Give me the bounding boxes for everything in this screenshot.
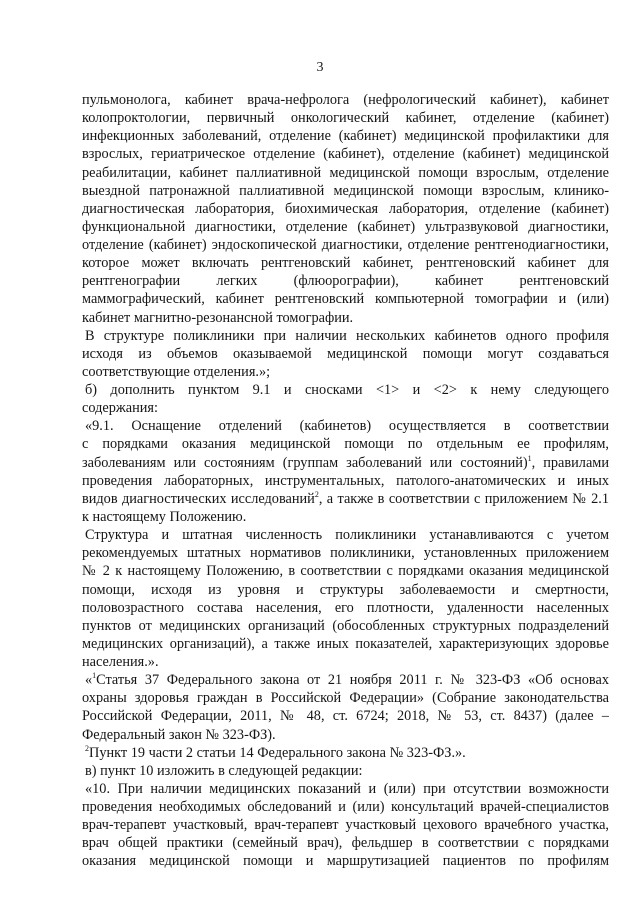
text-line (82, 165, 609, 182)
text-line (82, 799, 609, 816)
text-line (82, 291, 609, 308)
line-text: Федеральный закон № 323-ФЗ). (82, 726, 276, 743)
line-text: содержания: (82, 400, 158, 417)
line-text: рентгенографии легких (флюорографии), кабинет рентгеновский (82, 273, 609, 290)
line-text: половозрастного состава населения, его плотности, удаленности населенных (82, 599, 609, 616)
text-line (82, 527, 609, 544)
line-text: диагностическая лаборатория, биохимическая лаборатория, отделение (кабинет) (82, 200, 609, 217)
text-line (82, 382, 609, 399)
line-text: с порядками оказания медицинской помощи по отдельным ее профилям, (82, 436, 609, 453)
text-line (82, 436, 609, 453)
line-text-continued: Пункт 19 части 2 статьи 14 Федерального закона № 323-ФЗ.». (89, 744, 466, 761)
text-line (82, 582, 609, 599)
text-line (82, 273, 609, 290)
line-text: взрослых, гериатрическое отделение (кабинет), отделение (кабинет) медицинской (82, 146, 609, 163)
text-line (82, 328, 609, 345)
text-line (82, 509, 609, 526)
text-line (82, 563, 609, 580)
line-text: № 2 к настоящему Положению, в соответствии с порядками оказания медицинской (82, 563, 609, 580)
text-line (82, 473, 609, 490)
line-text: помощи, исходя из уровня и структуры заболеваемости и смертности, (82, 581, 609, 598)
text-line (82, 618, 609, 635)
text-line (82, 237, 609, 254)
text-line (82, 545, 609, 562)
line-text: Структура и штатная численность поликлиники устанавливаются с учетом (85, 527, 609, 544)
line-text: маммографический, кабинет рентгеновский компьютерной томографии и (или) (82, 291, 609, 308)
line-text: инфекционных заболеваний, отделение (кабинет) медицинской профилактики для (82, 128, 609, 145)
text-line (82, 727, 609, 744)
line-text: которое может включать рентгеновский кабинет, рентгеновский кабинет для (82, 255, 609, 272)
line-text: «10. При наличии медицинских показаний и (или) при отсутствии возможности (85, 780, 609, 797)
line-text-continued: , а также в соответствии с приложением № 2.1 (318, 490, 609, 507)
line-text-continued: Статья 37 Федерального закона от 21 ноября 2011 г. № 323-ФЗ «Об основах (96, 672, 609, 689)
text-line (82, 346, 609, 363)
text-line (82, 781, 609, 798)
line-text: к настоящему Положению. (82, 508, 247, 525)
text-line (82, 600, 609, 617)
line-text: функциональной диагностики, отделение (кабинет) ультразвуковой диагностики, (82, 218, 609, 235)
text-line (82, 690, 609, 707)
line-text: охраны здоровья граждан в Российской Федерации» (Собрание законодательства (82, 690, 609, 707)
line-text: выездной патронажной паллиативной медицинской помощи взрослым, клинико- (82, 182, 609, 199)
text-line (82, 310, 609, 327)
text-line (82, 817, 609, 834)
text-line (82, 255, 609, 272)
line-text: б) дополнить пунктом 9.1 и сносками <1> и <2> к нему следующего (85, 382, 609, 399)
line-text: медицинских организаций), а также иных показателей, характеризующих здоровье (82, 635, 609, 652)
footnote-marker: 2 (85, 744, 89, 753)
text-line (82, 400, 609, 417)
line-text: Российской Федерации, 2011, № 48, ст. 6724; 2018, № 53, ст. 8437) (далее – (82, 708, 609, 725)
line-text: исходя из объемов оказываемой медицинской помощи могут создаваться (82, 345, 609, 362)
text-line (82, 672, 609, 689)
text-line (82, 654, 609, 671)
text-line (82, 128, 609, 145)
text-line (82, 763, 609, 780)
text-line (82, 835, 609, 852)
line-text: проведения необходимых обследований и (или) консультаций врачей-специалистов (82, 799, 609, 816)
text-line (82, 201, 609, 218)
line-text: врач общей практики (семейный врач), фельдшер в соответствии с порядками (82, 835, 609, 852)
footnote-marker: 2 (314, 490, 319, 499)
line-text: пунктов от медицинских организаций (обособленных структурных подразделений (82, 617, 609, 634)
line-text: соответствующие отделения.»; (82, 363, 271, 380)
line-text: В структуре поликлиники при наличии нескольких кабинетов одного профиля (85, 327, 609, 344)
line-text: заболеваниям или состояниям (группам заболеваний или состояний) (82, 454, 528, 471)
text-line (82, 219, 609, 236)
line-text: рекомендуемых штатных нормативов поликлиники, установленных приложением (82, 545, 609, 562)
text-line (82, 364, 609, 381)
line-text: врач-терапевт участковый, врач-терапевт участковый цехового врачебного участка, (82, 817, 609, 834)
line-text: видов диагностических исследований (82, 490, 315, 507)
text-line (82, 418, 609, 435)
footnote-marker: 1 (92, 672, 97, 681)
text-line (82, 110, 609, 127)
line-text: проведения лабораторных, инструментальных, патолого-анатомических и иных (82, 472, 609, 489)
page-number: 3 (316, 60, 324, 75)
line-text: кабинет магнитно-резонансной томографии. (82, 309, 354, 326)
line-text: отделение (кабинет) эндоскопической диагностики, отделение рентгенодиагностики, (82, 237, 609, 254)
line-text: в) пункт 10 изложить в следующей редакции: (85, 762, 363, 779)
text-line (82, 146, 609, 163)
text-line (82, 708, 609, 725)
text-line (82, 636, 609, 653)
line-text: оказания медицинской помощи и маршрутизацией пациентов по профилям (82, 853, 609, 870)
line-text: «9.1. Оснащение отделений (кабинетов) осуществляется в соответствии (85, 418, 609, 435)
line-text: реабилитации, кабинет паллиативной медицинской помощи взрослым, отделение (82, 164, 609, 181)
text-line (82, 455, 609, 472)
line-text: пульмонолога, кабинет врача-нефролога (нефрологический кабинет), кабинет (82, 92, 609, 108)
text-line (82, 853, 609, 870)
line-text-continued: , правилами (531, 454, 609, 471)
line-text: населения.». (82, 654, 159, 671)
text-line (82, 183, 609, 200)
text-line (82, 92, 609, 109)
footnote-marker: 1 (527, 454, 532, 463)
text-line (82, 745, 609, 762)
text-line (82, 491, 609, 508)
line-text: колопроктологии, первичный онкологический кабинет, отделение (кабинет) (82, 110, 609, 127)
line-text: « (85, 672, 93, 689)
